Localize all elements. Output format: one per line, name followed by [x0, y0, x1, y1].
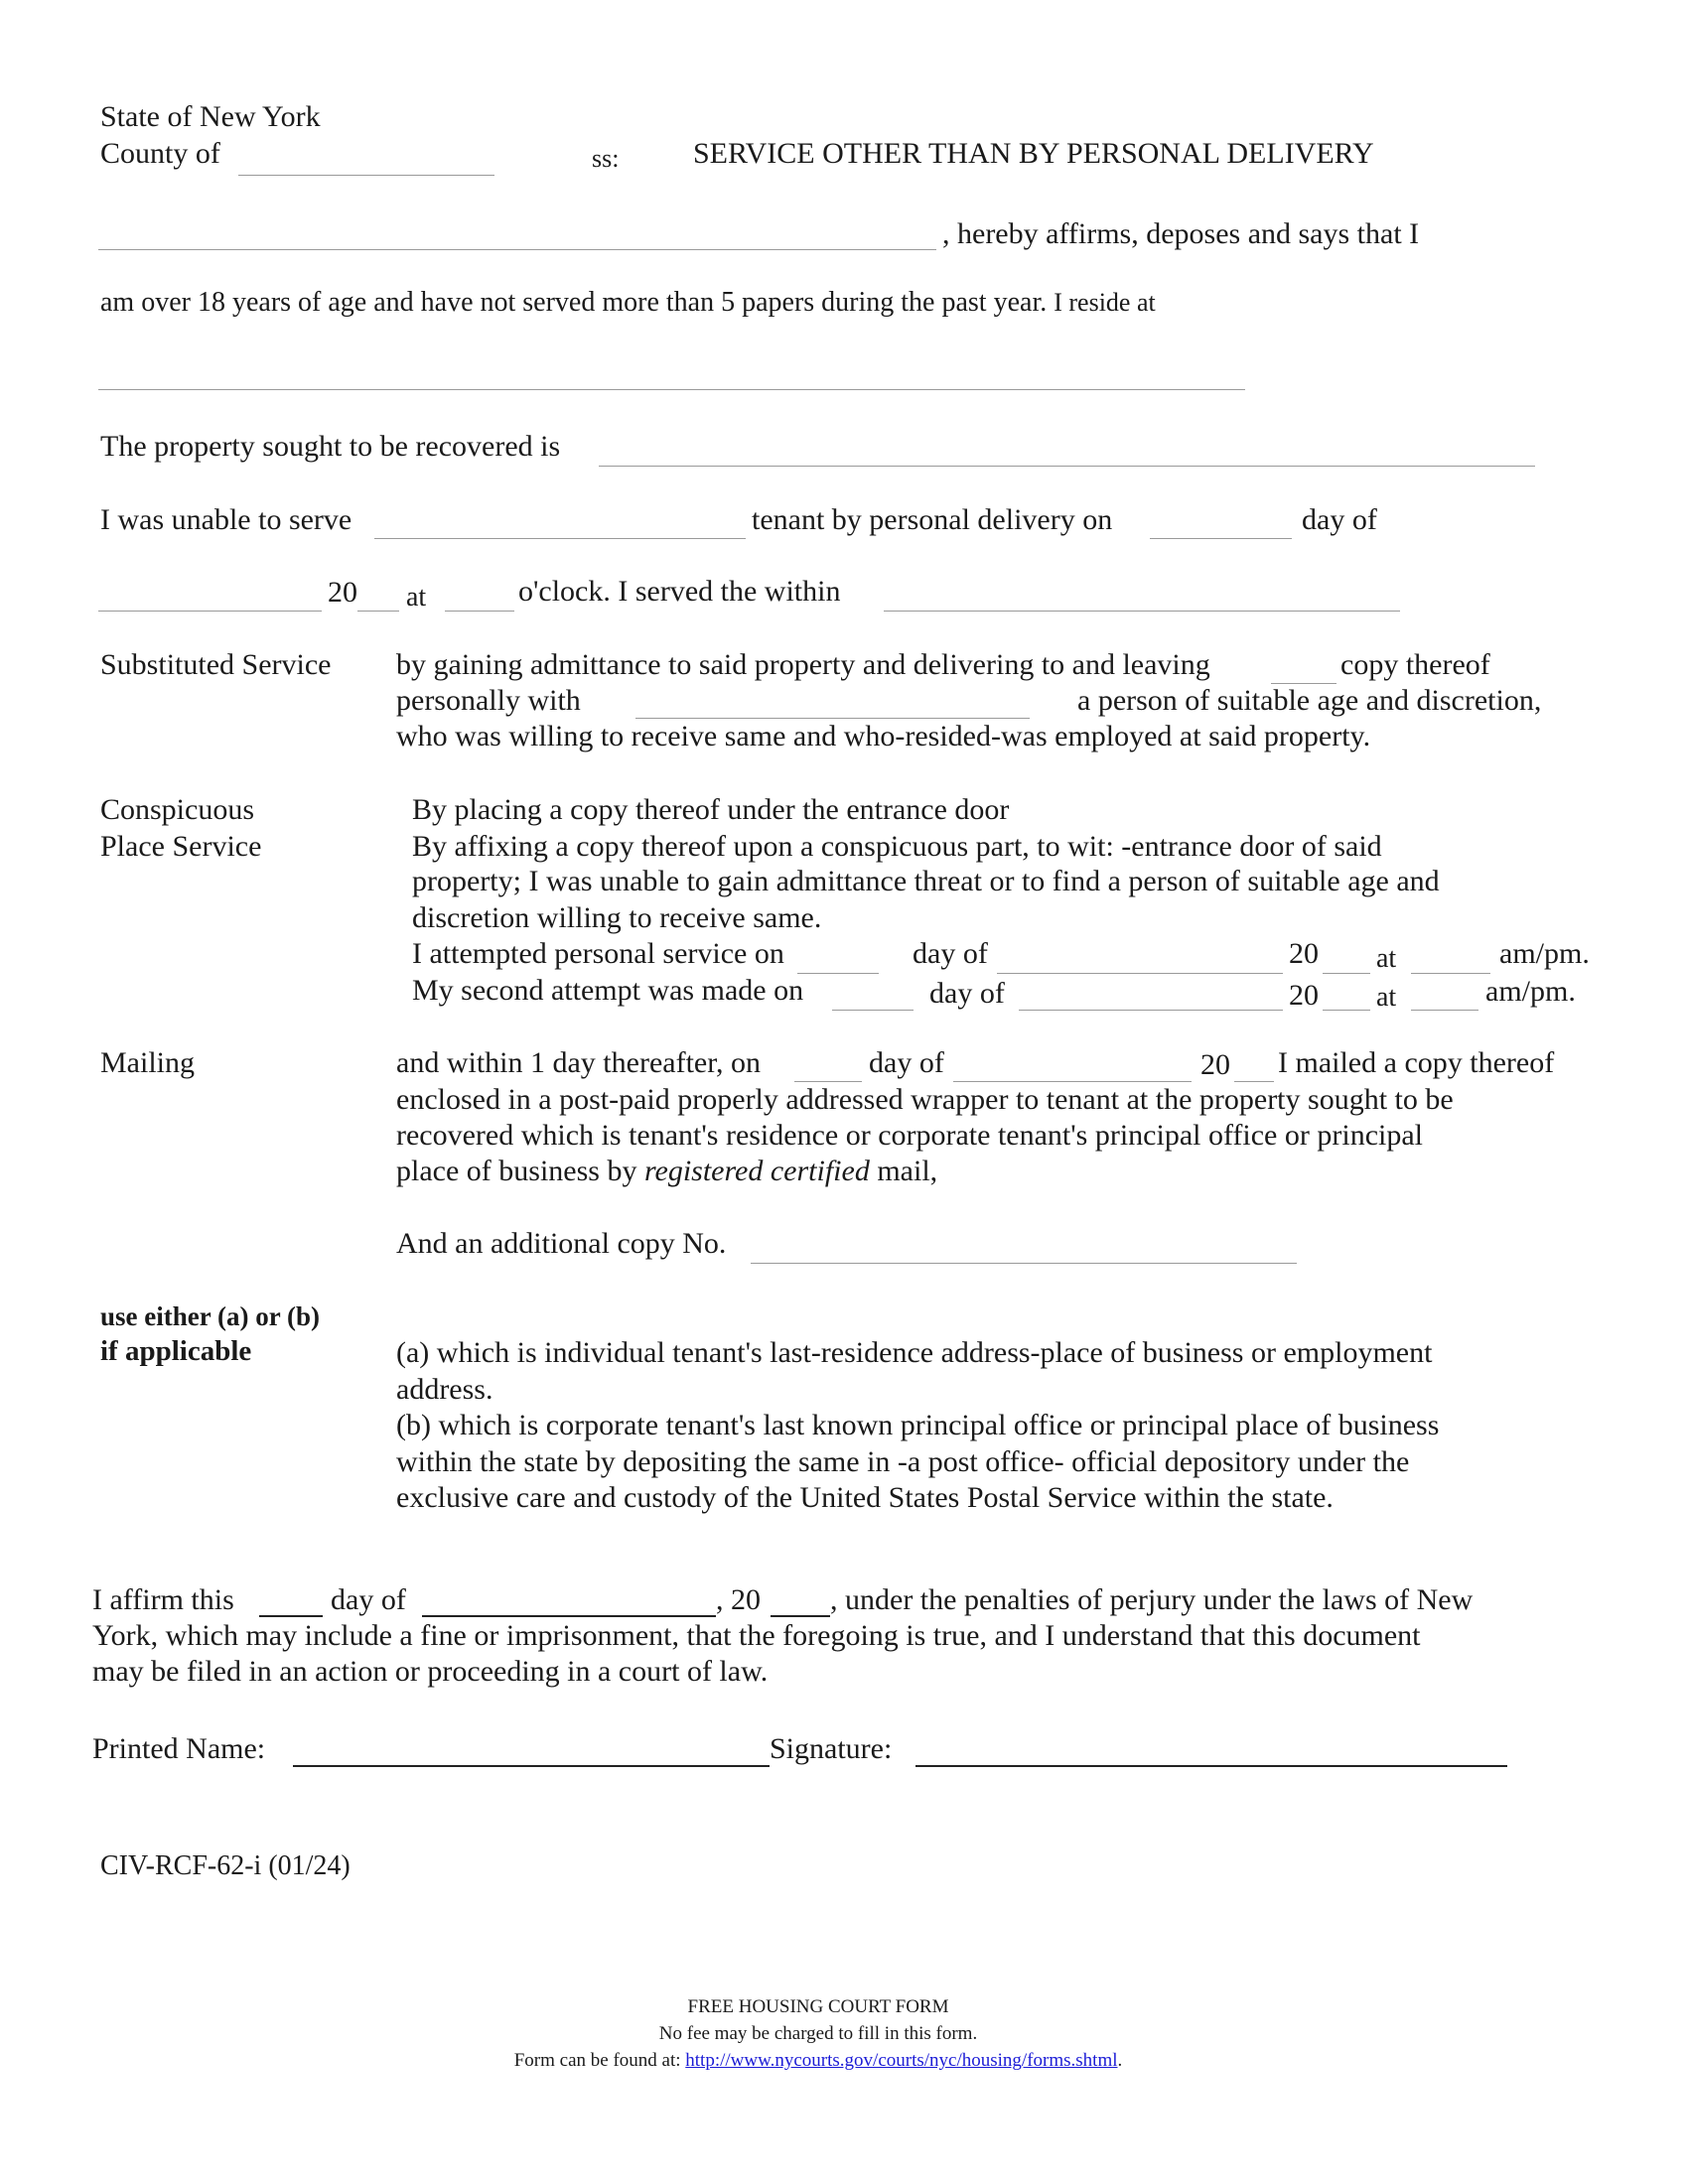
footer-url-suffix: .	[1117, 2050, 1123, 2071]
attempt2-year-field[interactable]	[1323, 1010, 1370, 1011]
attempt1-time-field[interactable]	[1411, 973, 1490, 974]
affirm-day-field[interactable]	[259, 1615, 323, 1617]
footer-free-form: FREE HOUSING COURT FORM	[687, 1996, 949, 2017]
attempt2-day-field[interactable]	[832, 1010, 914, 1011]
mailing-day-of: day of	[869, 1046, 944, 1079]
tenant-delivery-text: tenant by personal delivery on	[752, 503, 1113, 536]
conspicuous-heading-2: Place Service	[100, 830, 262, 863]
either-b-line2: within the state by depositing the same in -a post office- official depository under the	[396, 1445, 1410, 1478]
attempt1-year-field[interactable]	[1323, 973, 1370, 974]
attempt1-day-field[interactable]	[797, 973, 879, 974]
unable-year-prefix: 20	[328, 576, 357, 609]
footer-url-line	[0, 2048, 1636, 2074]
mailed-copy-text: I mailed a copy thereof	[1278, 1046, 1555, 1079]
either-heading-1: use either (a) or (b)	[100, 1301, 320, 1331]
printed-name-label: Printed Name:	[92, 1732, 266, 1765]
attempt1-day-of: day of	[913, 937, 988, 970]
signature-label: Signature:	[770, 1732, 893, 1765]
attempt2-day-of: day of	[929, 977, 1005, 1010]
mailing-line1: and within 1 day thereafter, on	[396, 1046, 762, 1079]
affirm-year-prefix: , 20	[716, 1583, 761, 1616]
either-a-line1: (a) which is individual tenant's last-residence address-place of business or employment	[396, 1336, 1433, 1369]
property-label: The property sought to be recovered is	[100, 430, 561, 463]
unable-time-field[interactable]	[445, 611, 514, 612]
mailing-line4-a: place of business by	[396, 1155, 637, 1187]
unable-month-field[interactable]	[98, 611, 322, 612]
mailing-line2: enclosed in a post-paid properly addressed wrapper to tenant at the property sought to be	[396, 1083, 1454, 1116]
either-heading-2: if applicable	[100, 1335, 252, 1367]
footer-url-prefix: Form can be found at:	[513, 2050, 681, 2071]
mailing-year-prefix: 20	[1200, 1048, 1230, 1081]
affirm-day-of: day of	[331, 1583, 406, 1616]
attempt1-label: I attempted personal service on	[412, 937, 784, 970]
either-a-line2: address.	[396, 1373, 493, 1406]
either-b-line3: exclusive care and custody of the United States Postal Service within the state.	[396, 1481, 1334, 1514]
ss-label: ss:	[592, 144, 620, 173]
additional-copy-label: And an additional copy No.	[396, 1227, 727, 1260]
mailing-line4	[396, 1154, 937, 1189]
mailing-line4-c: mail,	[877, 1155, 938, 1187]
conspicuous-line3: property; I was unable to gain admittance threat or to find a person of suitable age and	[412, 865, 1440, 897]
affirm-perjury-text: , under the penalties of perjury under the laws of New	[830, 1583, 1474, 1616]
unable-day-field[interactable]	[1150, 538, 1292, 539]
substituted-heading: Substituted Service	[100, 648, 332, 681]
copy-thereof-text: copy thereof	[1340, 648, 1490, 681]
conspicuous-heading-1: Conspicuous	[100, 793, 255, 826]
form-id: CIV-RCF-62-i (01/24)	[100, 1850, 351, 1881]
mailing-heading: Mailing	[100, 1046, 195, 1079]
attempt2-time-field[interactable]	[1411, 1010, 1478, 1011]
age-statement	[100, 285, 1156, 321]
substituted-line3: who was willing to receive same and who-resided-was employed at said property.	[396, 720, 1371, 752]
registered-certified-text: registered certified	[643, 1155, 870, 1187]
reside-text: I reside at	[1054, 288, 1156, 317]
signature-field[interactable]	[915, 1765, 1507, 1767]
age-text: am over 18 years of age and have not served more than 5 papers during the past year.	[100, 287, 1048, 318]
affirm-line2: York, which may include a fine or imprisonment, that the foregoing is true, and I understand that this document	[92, 1619, 1421, 1652]
oclock-text: o'clock. I served the within	[518, 575, 841, 608]
printed-name-field[interactable]	[293, 1765, 770, 1767]
affiant-name-field[interactable]	[98, 249, 936, 250]
attempt1-at: at	[1376, 943, 1397, 974]
attempt1-month-field[interactable]	[997, 973, 1283, 974]
attempt1-year-prefix: 20	[1289, 937, 1319, 970]
substituted-line2: personally with	[396, 684, 581, 717]
conspicuous-line4: discretion willing to receive same.	[412, 901, 822, 934]
property-field[interactable]	[599, 466, 1535, 467]
footer-no-fee: No fee may be charged to fill in this form.	[658, 2023, 978, 2044]
unable-year-field[interactable]	[357, 611, 399, 612]
conspicuous-line2: By affixing a copy thereof upon a conspicuous part, to wit: -entrance door of said	[412, 830, 1382, 863]
affirm-year-field[interactable]	[771, 1615, 830, 1617]
papers-served-field[interactable]	[884, 611, 1400, 612]
either-b-line1: (b) which is corporate tenant's last known principal office or principal place of business	[396, 1409, 1440, 1441]
form-title: SERVICE OTHER THAN BY PERSONAL DELIVERY	[693, 137, 1374, 170]
attempt2-ampm: am/pm.	[1485, 975, 1576, 1008]
county-field[interactable]	[238, 175, 494, 176]
attempt1-ampm: am/pm.	[1499, 937, 1590, 970]
suitable-age-text: a person of suitable age and discretion,	[1077, 684, 1542, 717]
additional-copy-field[interactable]	[751, 1263, 1297, 1264]
unable-day-of: day of	[1302, 503, 1377, 536]
substituted-line1: by gaining admittance to said property and delivering to and leaving	[396, 648, 1210, 681]
affirm-month-field[interactable]	[422, 1615, 716, 1617]
affirm-line3: may be filed in an action or proceeding in a court of law.	[92, 1655, 769, 1688]
county-label: County of	[100, 137, 220, 170]
tenant-name-field[interactable]	[374, 538, 746, 539]
attempt2-at: at	[1376, 982, 1397, 1013]
affirm-this-text: I affirm this	[92, 1583, 234, 1616]
state-label: State of New York	[100, 100, 321, 133]
unable-at: at	[406, 582, 427, 613]
unable-label: I was unable to serve	[100, 503, 352, 536]
affirms-text: , hereby affirms, deposes and says that I	[942, 217, 1420, 250]
attempt2-label: My second attempt was made on	[412, 974, 804, 1007]
attempt2-year-prefix: 20	[1289, 979, 1319, 1012]
forms-url-link[interactable]: http://www.nycourts.gov/courts/nyc/housing/forms.shtml	[685, 2050, 1118, 2071]
attempt2-month-field[interactable]	[1019, 1010, 1283, 1011]
mailing-line3: recovered which is tenant's residence or corporate tenant's principal office or principal	[396, 1119, 1423, 1152]
conspicuous-line1: By placing a copy thereof under the entrance door	[412, 793, 1010, 826]
residence-address-field[interactable]	[98, 389, 1245, 390]
